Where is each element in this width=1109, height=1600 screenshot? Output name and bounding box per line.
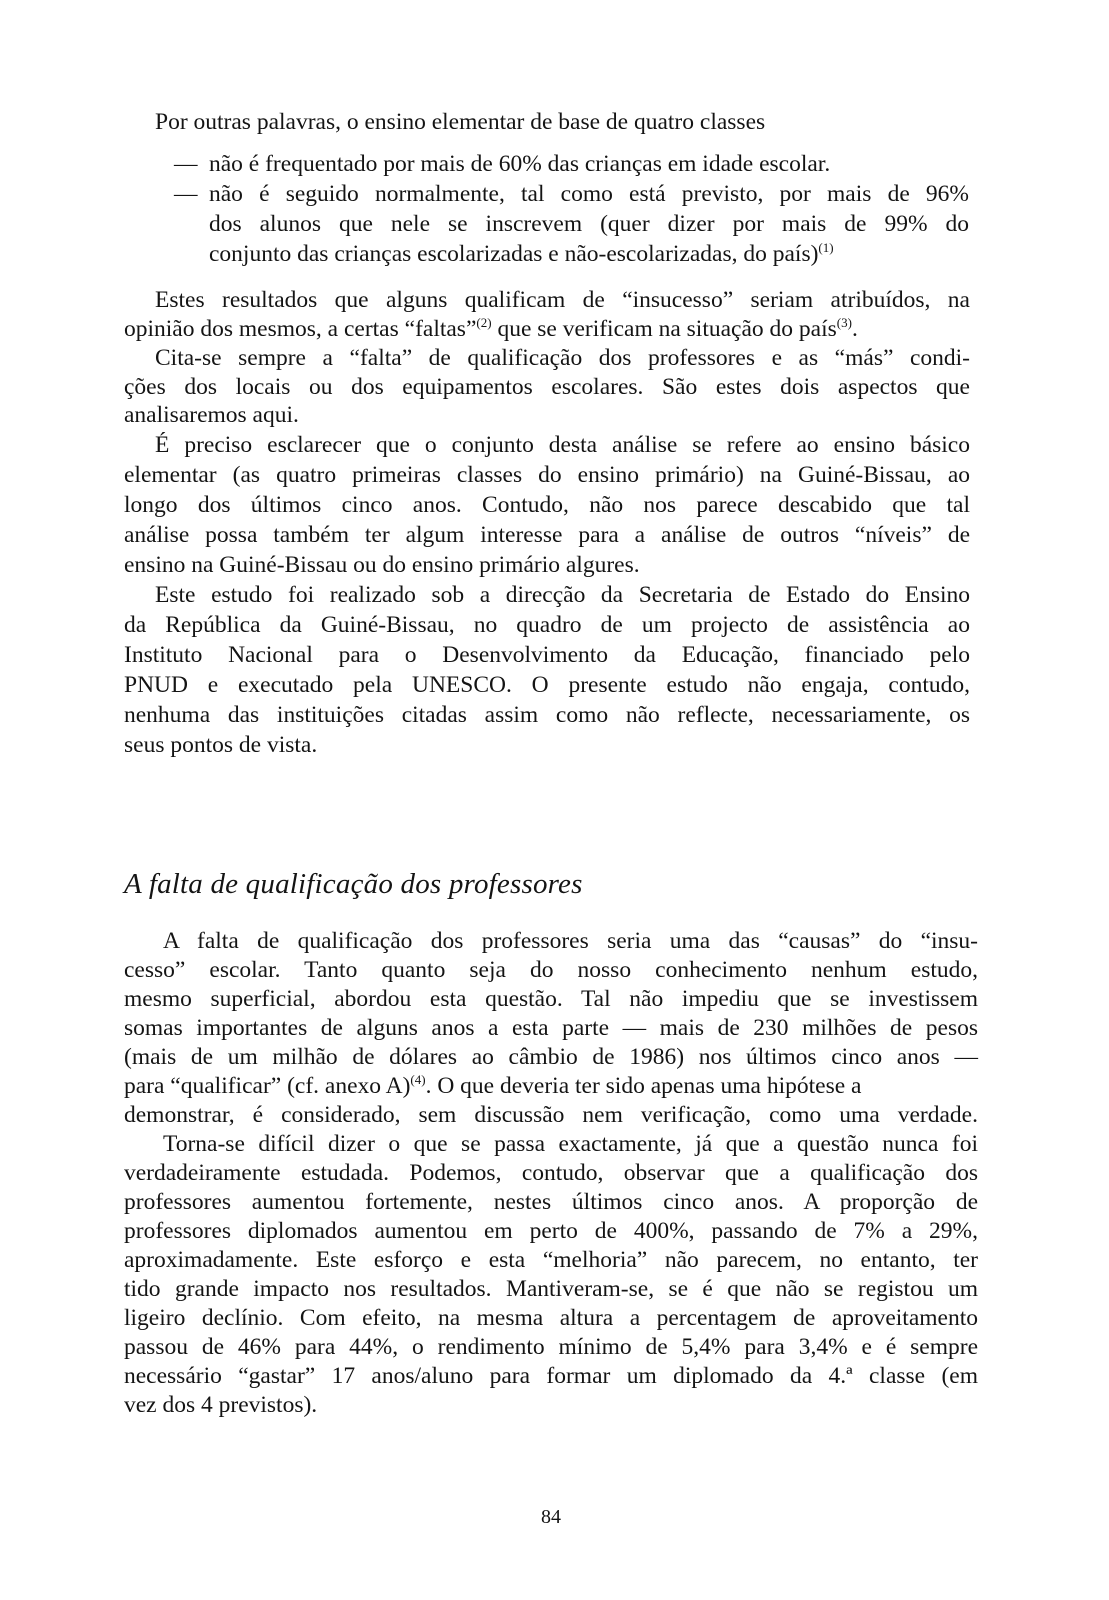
bullet-2-line-1: não é seguido normalmente, tal como está previsto, por mais de 96% [209, 181, 969, 207]
section-para-1-line-1: A falta de qualificação dos professores seria uma das “causas” do “insu- [163, 928, 978, 954]
section-para-2-line-9: necessário “gastar” 17 anos/aluno para formar um diplomado da 4.ª classe (em [124, 1363, 978, 1389]
footnote-ref-1: (1) [818, 240, 834, 255]
section-para-2-line-4: professores diplomados aumentou em perto de 400%, passando de 7% a 29%, [124, 1218, 978, 1244]
section-heading: A falta de qualificação dos professores [124, 868, 583, 900]
para-4-line-5: nenhuma das instituições citadas assim como não reflecte, necessariamente, os [124, 702, 970, 728]
para-4-line-6: seus pontos de vista. [124, 732, 318, 758]
intro-lead: Por outras palavras, o ensino elementar de base de quatro classes [155, 109, 766, 135]
para-2-line-1: Cita-se sempre a “falta” de qualificação dos professores e as “más” condi- [155, 345, 970, 371]
footnote-ref-4: (4) [410, 1072, 426, 1087]
para-3-line-1: É preciso esclarecer que o conjunto desta análise se refere ao ensino básico [155, 432, 970, 458]
section-para-2-line-6: tido grande impacto nos resultados. Mantiveram-se, se é que não se registou um [124, 1276, 978, 1302]
section-para-1-line-6: para “qualificar” (cf. anexo A)$^{(4)}$. O que deveria ter sido apenas uma hipótese a [124, 1072, 862, 1099]
para-4-line-4: PNUD e executado pela UNESCO. O presente estudo não engaja, contudo, [124, 672, 970, 698]
bullet-1-line: não é frequentado por mais de 60% das crianças em idade escolar. [209, 151, 831, 177]
para-3-line-5: ensino na Guiné-Bissau ou do ensino primário algures. [124, 552, 640, 578]
section-para-1-line-3: mesmo superficial, abordou esta questão. Tal não impediu que se investissem [124, 986, 978, 1012]
page-number: 84 [541, 1506, 561, 1528]
section-para-1-line-2: cesso” escolar. Tanto quanto seja do nosso conhecimento nenhum estudo, [124, 957, 978, 983]
bullet-dash: — [174, 151, 198, 177]
section-para-2-line-7: ligeiro declínio. Com efeito, na mesma altura a percentagem de aproveitamento [124, 1305, 978, 1331]
para-3-line-3: longo dos últimos cinco anos. Contudo, não nos parece descabido que tal [124, 492, 970, 518]
bullet-2-line-3: conjunto das crianças escolarizadas e não-escolarizadas, do país)$^{(1)}$ [209, 240, 834, 267]
section-para-2-line-8: passou de 46% para 44%, o rendimento mínimo de 5,4% para 3,4% e é sempre [124, 1334, 978, 1360]
section-para-2-line-10: vez dos 4 previstos). [124, 1392, 318, 1418]
bullet-dash: — [174, 181, 198, 207]
para-4-line-3: Instituto Nacional para o Desenvolvimento da Educação, financiado pelo [124, 642, 970, 668]
section-para-2-line-1: Torna-se difícil dizer o que se passa exactamente, já que a questão nunca foi [163, 1131, 978, 1157]
para-4-line-1: Este estudo foi realizado sob a direcção da Secretaria de Estado do Ensino [155, 582, 970, 608]
footnote-ref-3: (3) [836, 315, 852, 330]
section-para-2-line-2: verdadeiramente estudada. Podemos, contudo, observar que a qualificação dos [124, 1160, 978, 1186]
section-para-1-line-7: demonstrar, é considerado, sem discussão nem verificação, como uma verdade. [124, 1102, 978, 1128]
footnote-ref-2: (2) [476, 315, 492, 330]
section-para-2-line-3: professores aumentou fortemente, nestes últimos cinco anos. A proporção de [124, 1189, 978, 1215]
para-3-line-4: análise possa também ter algum interesse para a análise de outros “níveis” de [124, 522, 970, 548]
para-2-line-2: ções dos locais ou dos equipamentos escolares. São estes dois aspectos que [124, 374, 970, 400]
para-1-line-1: Estes resultados que alguns qualificam de “insucesso” seriam atribuídos, na [155, 287, 970, 313]
section-para-1-line-5: (mais de um milhão de dólares ao câmbio de 1986) nos últimos cinco anos — [124, 1044, 978, 1070]
para-1-line-2: opinião dos mesmos, a certas “faltas”$^{(2)}$ que se verificam na situação do país$^{(3)}$. [124, 315, 858, 342]
section-para-1-line-4: somas importantes de alguns anos a esta parte — mais de 230 milhões de pesos [124, 1015, 978, 1041]
bullet-2-line-2: dos alunos que nele se inscrevem (quer dizer por mais de 99% do [209, 211, 969, 237]
para-4-line-2: da República da Guiné-Bissau, no quadro de um projecto de assistência ao [124, 612, 970, 638]
para-3-line-2: elementar (as quatro primeiras classes do ensino primário) na Guiné-Bissau, ao [124, 462, 970, 488]
section-para-2-line-5: aproximadamente. Este esforço e esta “melhoria” não parecem, no entanto, ter [124, 1247, 978, 1273]
para-2-line-3: analisaremos aqui. [124, 402, 299, 428]
